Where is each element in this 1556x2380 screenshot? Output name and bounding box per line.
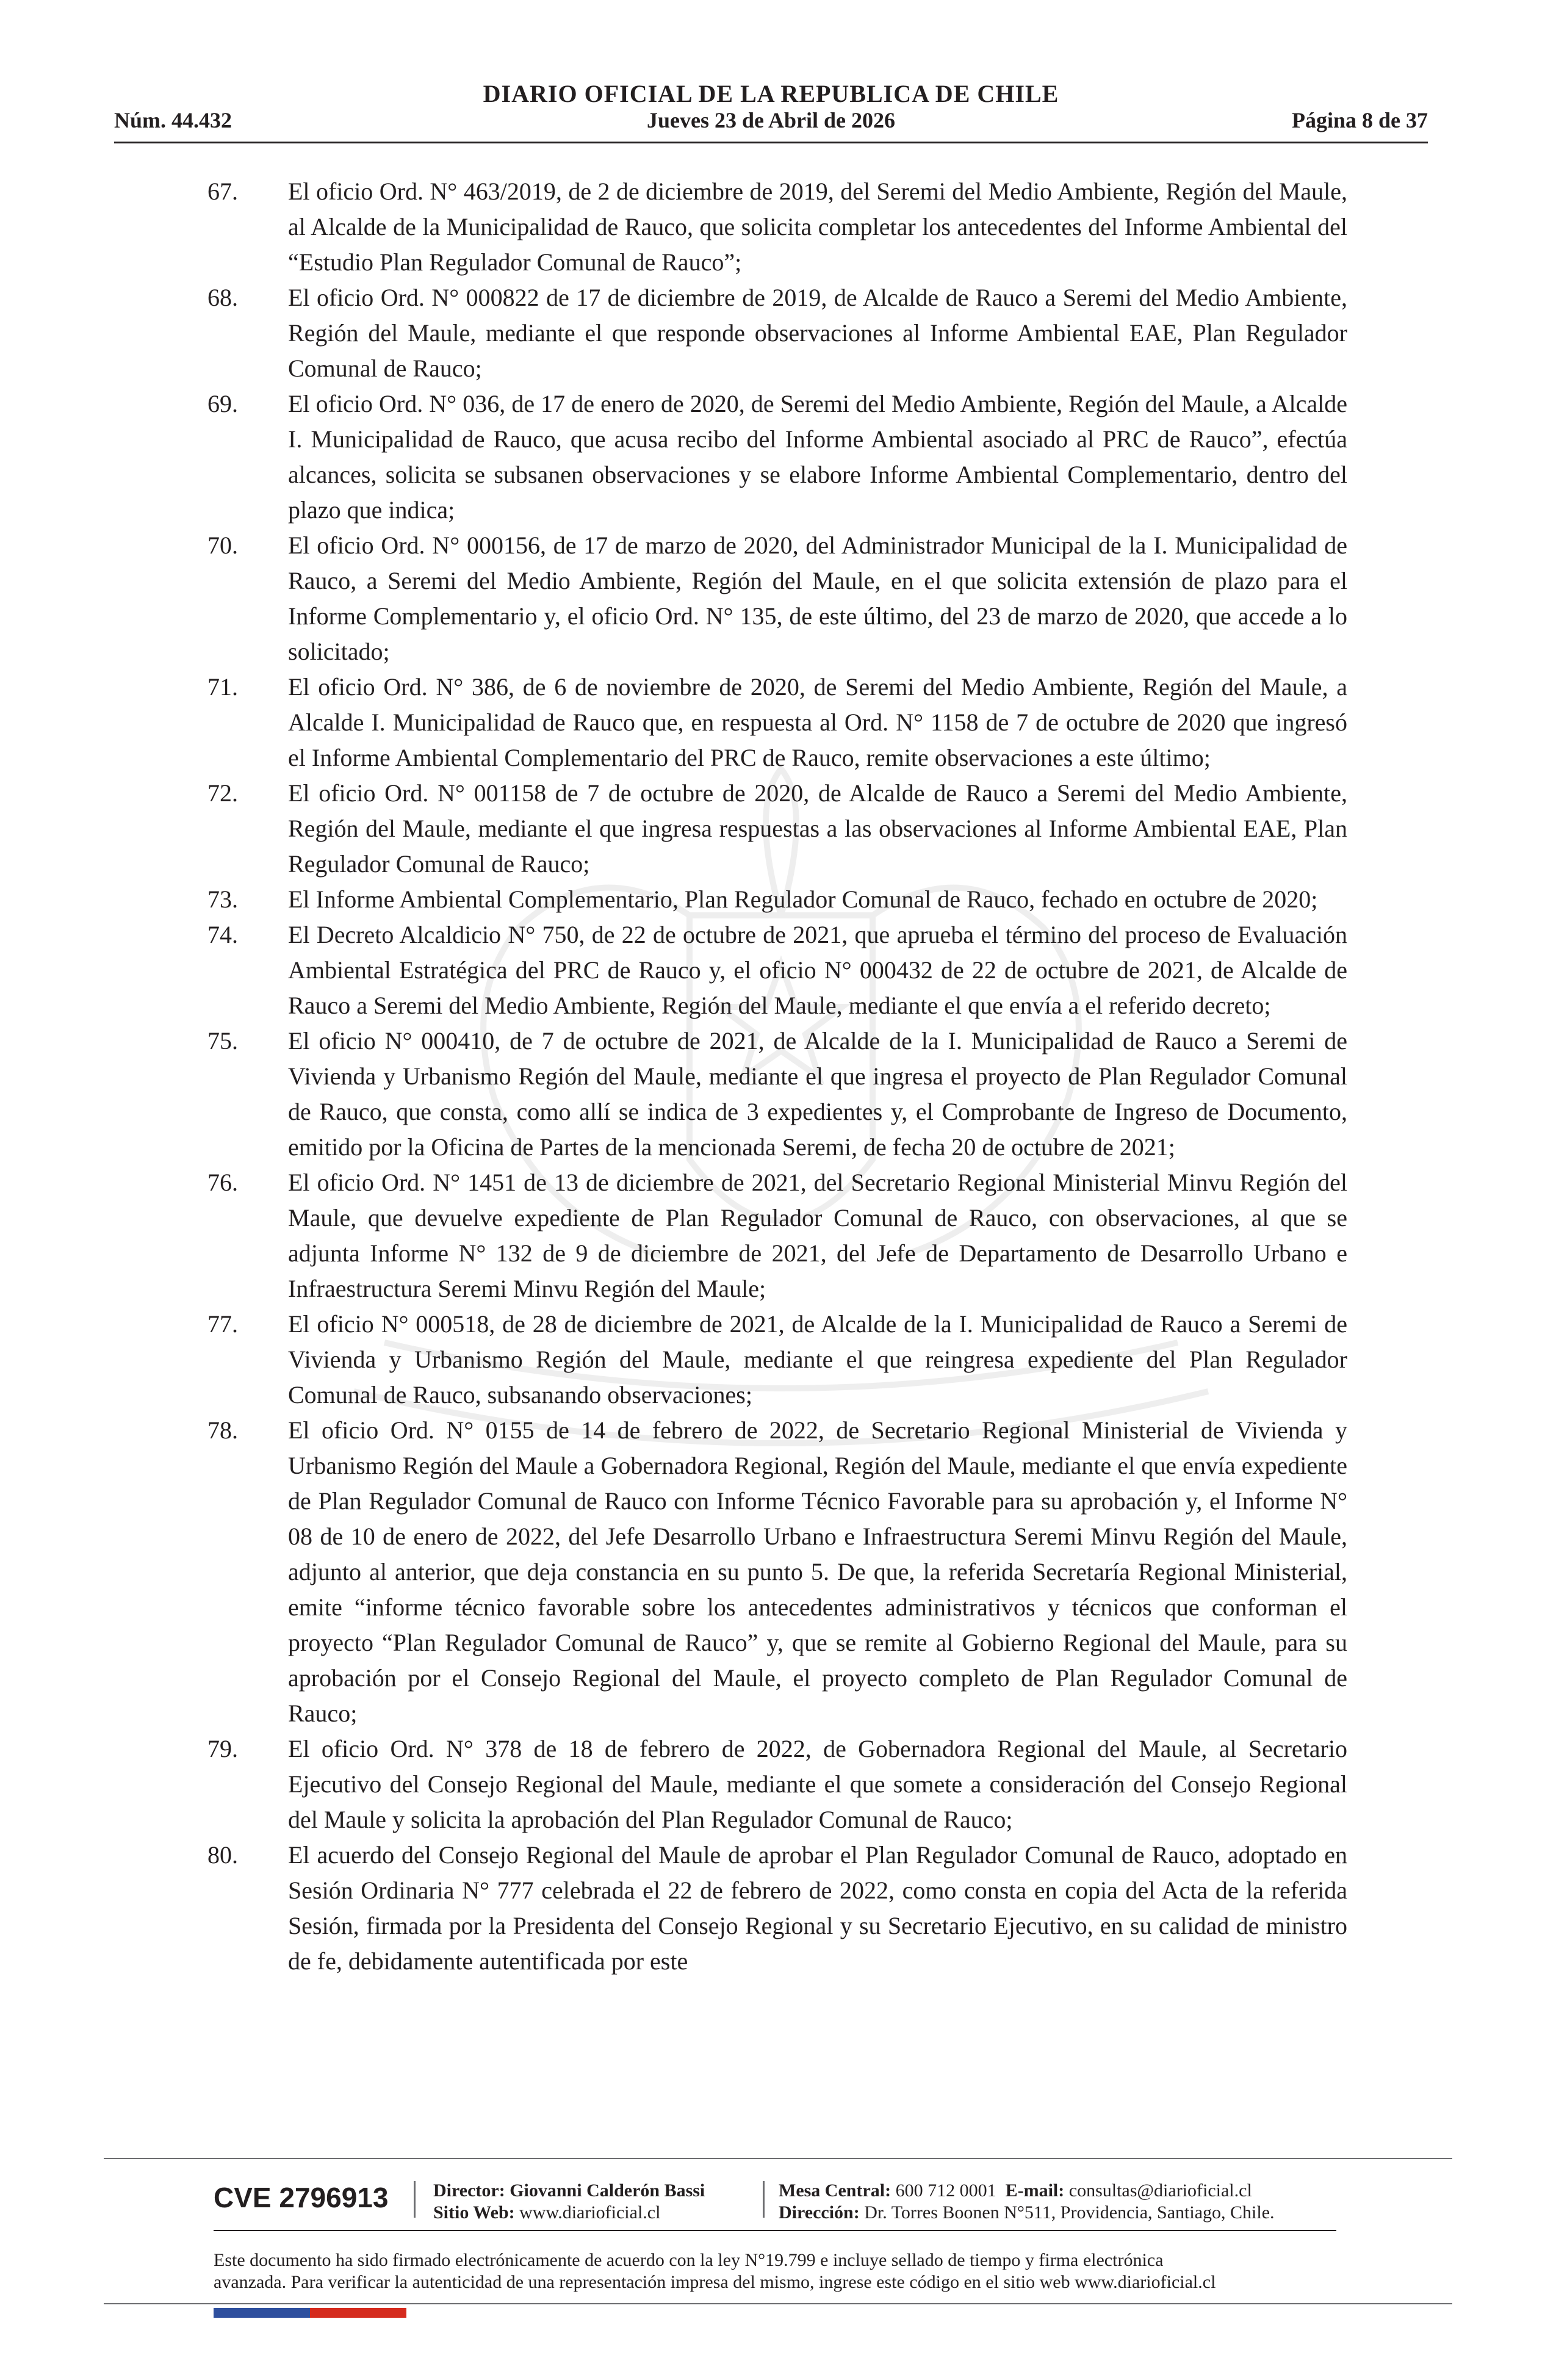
item-text: El oficio Ord. N° 000156, de 17 de marzo de 2020, del Administrador Municipal de la I. Municipalidad de Rauco, a Seremi del Medio Ambiente, Región del Maule, en el que solicita extensión de plazo para el Informe Complementario y, el oficio Ord. N° 135, de este último, del 23 de marzo de 2020, que accede a lo solicitado; [288,532,1347,665]
footer-divider-top [104,2158,1452,2159]
legal-line: avanzada. Para verificar la autenticidad de una representación impresa del mismo, ingrese este código en el sitio web www.diarioficial.cl [214,2272,1216,2292]
website-label: Sitio Web: [433,2202,515,2223]
item-number: 79. [207,1735,238,1762]
item-text: El oficio Ord. N° 463/2019, de 2 de diciembre de 2019, del Seremi del Medio Ambiente, Región del Maule, al Alcalde de la Municipalidad de Rauco, que solicita completar los antecedentes del Informe Ambiental del “Estudio Plan Regulador Comunal de Rauco”; [288,178,1347,276]
phone-number: 600 712 0001 [895,2180,996,2201]
director-label: Director: [433,2180,505,2201]
list-item [207,882,1347,917]
flag-stripe [214,2308,406,2318]
cve-code: CVE 2796913 [214,2182,389,2213]
legal-line: Este documento ha sido firmado electrónicamente de acuerdo con la ley N°19.799 e incluye sellado de tiempo y firma electrónica [214,2250,1164,2270]
page-number: Página 8 de 37 [1291,108,1428,132]
item-text: El oficio Ord. N° 1451 de 13 de diciembre de 2021, del Secretario Regional Ministerial Minvu Región del Maule, que devuelve expediente de Plan Regulador Comunal de Rauco, con observaciones, al que se adjunta Informe N° 132 de 9 de diciembre de 2021, del Jefe de Departamento de Desarrollo Urbano e Infraestructura Seremi Minvu Región del Maule; [288,1169,1347,1302]
footer-divider-bottom [104,2303,1452,2304]
item-number: 67. [207,178,238,205]
list-item [207,1837,1347,1979]
item-text: El oficio N° 000518, de 28 de diciembre de 2021, de Alcalde de la I. Municipalidad de Rauco a Seremi de Vivienda y Urbanismo Región del Maule, mediante el que reingresa expediente del Plan Regulador Comunal de Rauco, subsanando observaciones; [288,1310,1347,1408]
item-text: El acuerdo del Consejo Regional del Maule de aprobar el Plan Regulador Comunal de Rauco, adoptado en Sesión Ordinaria N° 777 celebrada el 22 de febrero de 2022, como consta en copia del Acta de la referida Sesión, firmada por la Presidenta del Consejo Regional y su Secretario Ejecutivo, en su calidad de ministro de fe, debidamente autentificada por este [288,1841,1347,1975]
item-text: El oficio Ord. N° 378 de 18 de febrero de 2022, de Gobernadora Regional del Maule, al Secretario Ejecutivo del Consejo Regional del Maule, mediante el que somete a consideración del Consejo Regional del Maule y solicita la aprobación del Plan Regulador Comunal de Rauco; [288,1735,1347,1833]
list-item [207,528,1347,669]
item-text: El oficio Ord. N° 386, de 6 de noviembre de 2020, de Seremi del Medio Ambiente, Región del Maule, a Alcalde I. Municipalidad de Rauco que, en respuesta al Ord. N° 1158 de 7 de octubre de 2020 que ingresó el Informe Ambiental Complementario del PRC de Rauco, remite observaciones a este último; [288,673,1347,771]
address-text: Dr. Torres Boonen N°511, Providencia, Santiago, Chile. [864,2202,1275,2223]
list-item [207,1731,1347,1837]
director-name: Giovanni Calderón Bassi [510,2180,705,2201]
item-number: 78. [207,1416,238,1444]
footer-divider-mid [214,2230,1336,2231]
page-header [114,73,1428,143]
item-text: El oficio Ord. N° 001158 de 7 de octubre de 2020, de Alcalde de Rauco a Seremi del Medio Ambiente, Región del Maule, mediante el que ingresa respuestas a las observaciones al Informe Ambiental EAE, Plan Regulador Comunal de Rauco; [288,779,1347,878]
item-number: 72. [207,779,238,807]
flag-red-segment [310,2308,406,2318]
website-link[interactable]: www.diarioficial.cl [519,2202,661,2223]
item-number: 74. [207,921,238,948]
item-text: El Decreto Alcaldicio N° 750, de 22 de octubre de 2021, que aprueba el término del proceso de Evaluación Ambiental Estratégica del PRC de Rauco y, el oficio N° 000432 de 22 de octubre de 2021, de Alcalde de Rauco a Seremi del Medio Ambiente, Región del Maule, mediante el que envía a el referido decreto; [288,921,1347,1019]
item-number: 77. [207,1310,238,1338]
numbered-list [207,174,1347,1979]
item-number: 69. [207,390,238,417]
item-number: 71. [207,673,238,701]
list-item [207,1413,1347,1731]
list-item [207,669,1347,776]
issue-number: Núm. 44.432 [114,108,232,132]
list-item [207,776,1347,882]
email-label: E-mail: [1005,2180,1065,2201]
item-number: 73. [207,885,238,913]
item-text: El oficio N° 000410, de 7 de octubre de 2021, de Alcalde de la I. Municipalidad de Rauco a Seremi de Vivienda y Urbanismo Región del Maule, mediante el que ingresa el proyecto de Plan Regulador Comunal de Rauco, que consta, como allí se indica de 3 expedientes y, el Comprobante de Ingreso de Documento, emitido por la Oficina de Partes de la mencionada Seremi, de fecha 20 de octubre de 2021; [288,1027,1347,1161]
item-text: El Informe Ambiental Complementario, Plan Regulador Comunal de Rauco, fechado en octubre de 2020; [288,885,1318,913]
footer-separator [763,2181,765,2218]
item-text: El oficio Ord. N° 0155 de 14 de febrero de 2022, de Secretario Regional Ministerial de Vivienda y Urbanismo Región del Maule a Gobernadora Regional, Región del Maule, mediante el que envía expediente de Plan Regulador Comunal de Rauco con Informe Técnico Favorable para su aprobación y, el Informe N° 08 de 10 de enero de 2022, del Jefe Desarrollo Urbano e Infraestructura Seremi Minvu Región del Maule, adjunto al anterior, que deja constancia en su punto 5. De que, la referida Secretaría Regional Ministerial, emite “informe técnico favorable sobre los antecedentes administrativos y técnicos que conforman el proyecto “Plan Regulador Comunal de Rauco” y, que se remite al Gobierno Regional del Maule, para su aprobación por el Consejo Regional del Maule, el proyecto completo de Plan Regulador Comunal de Rauco; [288,1416,1347,1727]
address-label: Dirección: [779,2202,860,2223]
list-item [207,1023,1347,1165]
footer-contact-block [779,2180,1275,2224]
list-item [207,174,1347,280]
item-number: 80. [207,1841,238,1869]
list-item [207,1165,1347,1307]
phone-label: Mesa Central: [779,2180,891,2201]
email-link[interactable]: consultas@diarioficial.cl [1068,2180,1252,2201]
list-item [207,1307,1347,1413]
header-rule [114,142,1428,143]
publication-title: DIARIO OFICIAL DE LA REPUBLICA DE CHILE [483,80,1059,107]
list-item [207,386,1347,528]
item-number: 68. [207,284,238,311]
item-number: 75. [207,1027,238,1055]
footer-separator [414,2181,416,2218]
item-text: El oficio Ord. N° 036, de 17 de enero de 2020, de Seremi del Medio Ambiente, Región del Maule, a Alcalde I. Municipalidad de Rauco, que acusa recibo del Informe Ambiental asociado al PRC de Rauco”, efectúa alcances, solicita se subsanen observaciones y se elabore Informe Ambiental Complementario, dentro del plazo que indica; [288,390,1347,524]
item-number: 70. [207,532,238,559]
list-item [207,917,1347,1023]
item-number: 76. [207,1169,238,1196]
issue-date: Jueves 23 de Abril de 2026 [646,108,895,132]
item-text: El oficio Ord. N° 000822 de 17 de diciembre de 2019, de Alcalde de Rauco a Seremi del Medio Ambiente, Región del Maule, mediante el que responde observaciones al Informe Ambiental EAE, Plan Regulador Comunal de Rauco; [288,284,1347,382]
legal-notice [214,2249,1373,2293]
flag-blue-segment [214,2308,310,2318]
list-item [207,280,1347,386]
footer-director-block [433,2180,705,2224]
